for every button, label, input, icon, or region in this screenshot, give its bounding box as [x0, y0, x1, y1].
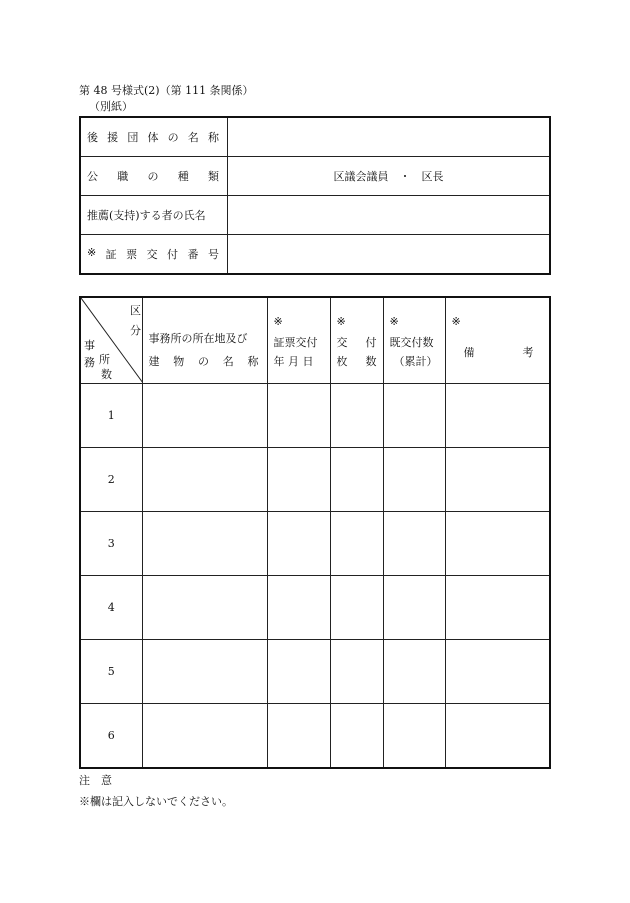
- supporter-info-table: [79, 116, 551, 275]
- label-char: 体: [147, 131, 159, 144]
- reference-mark: ※: [336, 315, 346, 328]
- label-char: 称: [207, 131, 219, 144]
- address-cell[interactable]: [142, 640, 267, 704]
- label-char: 援: [107, 131, 119, 144]
- label-char: 団: [127, 131, 139, 144]
- remarks-cell[interactable]: [445, 576, 550, 640]
- label-text: 推薦(支持)する者の氏名: [87, 209, 206, 222]
- table-row: [80, 704, 550, 769]
- endorsed-person-name-field[interactable]: [228, 196, 551, 235]
- header-char: の: [198, 355, 209, 368]
- header-char: 付: [365, 336, 377, 349]
- label-char: 号: [207, 248, 219, 261]
- cumulative-cell[interactable]: [383, 704, 445, 769]
- row-number: 5: [80, 640, 142, 704]
- header-char: 物: [173, 355, 185, 368]
- issue-date-cell[interactable]: [267, 512, 330, 576]
- header-text: 年 月 日: [273, 355, 314, 368]
- header-text: 既交付数: [389, 336, 434, 349]
- label-char: 付: [167, 248, 179, 261]
- header-text: 証票交付: [273, 336, 318, 349]
- label-char: 職: [117, 170, 129, 183]
- row-number: 6: [80, 704, 142, 769]
- table-row: [80, 448, 550, 512]
- label-char: 番: [187, 248, 199, 261]
- remarks-cell[interactable]: [445, 512, 550, 576]
- row-number: 4: [80, 576, 142, 640]
- issued-count-cell[interactable]: [330, 576, 383, 640]
- cumulative-cell[interactable]: [383, 512, 445, 576]
- table-row: [80, 512, 550, 576]
- label-char: 交: [146, 248, 158, 261]
- label-char: 種: [177, 170, 189, 183]
- table-row: [80, 576, 550, 640]
- header-char: 枚: [336, 355, 348, 368]
- cumulative-cell[interactable]: [383, 576, 445, 640]
- label-cell: [80, 196, 228, 235]
- office-type-field[interactable]: 区議会議員 ・ 区長: [228, 157, 551, 196]
- header-char: 数: [365, 355, 377, 368]
- address-cell[interactable]: [142, 512, 267, 576]
- remarks-cell[interactable]: [445, 640, 550, 704]
- address-cell[interactable]: [142, 448, 267, 512]
- label-char: 名: [187, 131, 199, 144]
- corner-label: 分: [130, 324, 141, 337]
- label-char: の: [167, 131, 179, 144]
- issued-count-cell[interactable]: [330, 640, 383, 704]
- label-char: 公: [87, 170, 98, 183]
- row-number: 3: [80, 512, 142, 576]
- label-char: の: [147, 170, 159, 183]
- remarks-cell[interactable]: [445, 448, 550, 512]
- table-row: [80, 640, 550, 704]
- address-cell[interactable]: [142, 576, 267, 640]
- reference-mark: ※: [273, 315, 283, 328]
- form-subtitle: （別紙）: [89, 100, 133, 113]
- label-char: ※: [87, 246, 97, 259]
- corner-label: 所: [99, 353, 110, 366]
- info-row: [80, 157, 550, 196]
- issued-count-cell[interactable]: [330, 384, 383, 448]
- label-char: 後: [87, 131, 98, 144]
- corner-label: 区: [130, 304, 141, 317]
- info-row: [80, 117, 550, 157]
- address-cell[interactable]: [142, 704, 267, 769]
- header-char: 考: [522, 346, 534, 359]
- header-char: 備: [463, 346, 475, 359]
- reference-mark: ※: [389, 315, 399, 328]
- header-text: （累計）: [393, 355, 438, 368]
- label-cell: [80, 117, 228, 157]
- header-row: [80, 297, 550, 384]
- corner-label: 数: [101, 368, 112, 381]
- header-text: 事務所の所在地及び: [148, 332, 248, 345]
- corner-label: 事: [84, 339, 95, 352]
- cumulative-cell[interactable]: [383, 640, 445, 704]
- issued-count-cell[interactable]: [330, 512, 383, 576]
- cumulative-cell[interactable]: [383, 384, 445, 448]
- supporter-group-name-field[interactable]: [228, 117, 551, 157]
- row-number: 2: [80, 448, 142, 512]
- remarks-cell[interactable]: [445, 384, 550, 448]
- corner-label: 務: [84, 356, 95, 369]
- corner-header-cell: [80, 297, 142, 384]
- info-row: [80, 235, 550, 275]
- label-char: 類: [208, 170, 219, 183]
- label-cell: [80, 157, 228, 196]
- issued-count-cell[interactable]: [330, 704, 383, 769]
- label-cell: [80, 235, 228, 275]
- header-char: 建: [148, 355, 160, 368]
- notes-title: 注 意: [79, 774, 112, 787]
- issue-date-cell[interactable]: [267, 640, 330, 704]
- remarks-cell[interactable]: [445, 704, 550, 769]
- issue-date-cell[interactable]: [267, 576, 330, 640]
- form-title: 第 48 号様式(2)（第 111 条関係）: [79, 84, 254, 97]
- remarks-header: [445, 297, 550, 384]
- table-row: [80, 384, 550, 448]
- header-char: 名: [222, 355, 234, 368]
- certificate-number-field[interactable]: [228, 235, 551, 275]
- issue-date-cell[interactable]: [267, 448, 330, 512]
- label-char: 証: [105, 248, 117, 261]
- notes-text: ※欄は記入しないでください。: [79, 795, 233, 808]
- issued-count-header: [330, 297, 383, 384]
- header-char: 交: [336, 336, 348, 349]
- row-number: 1: [80, 384, 142, 448]
- cumulative-cell[interactable]: [383, 448, 445, 512]
- issue-date-cell[interactable]: [267, 384, 330, 448]
- address-cell[interactable]: [142, 384, 267, 448]
- header-char: 称: [247, 355, 259, 368]
- label-char: 票: [126, 248, 138, 261]
- issue-date-header: [267, 297, 330, 384]
- issue-date-cell[interactable]: [267, 704, 330, 769]
- office-table: [79, 296, 551, 769]
- info-row: [80, 196, 550, 235]
- address-header: [142, 297, 267, 384]
- reference-mark: ※: [451, 315, 461, 328]
- cumulative-header: [383, 297, 445, 384]
- issued-count-cell[interactable]: [330, 448, 383, 512]
